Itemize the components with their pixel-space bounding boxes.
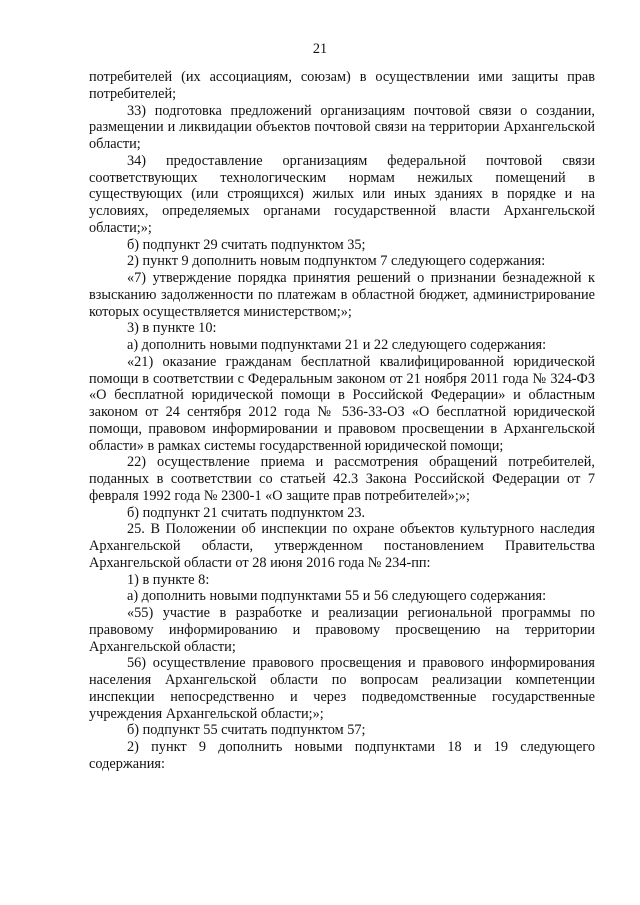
paragraph: а) дополнить новыми подпунктами 55 и 56 следующего содержания: (127, 588, 547, 605)
paragraph: 33) подготовка предложений организациям почтовой связи о создании, размещении и ликвидации объектов почтовой связи на территории Архангельской области; (89, 102, 595, 152)
paragraph: «21) оказание гражданам бесплатной квалифицированной юридической помощи в соответствии с Федеральным законом от 21 ноября 2011 года № 324-ФЗ «О бесплатной юридической помощи в Российской Федерации» и областным законом от 24 сентября 2012 года № 536-33-ОЗ «О бесплатной юридической помощи, правовом информировании и правовом просвещении в Архангельской области» в рамках системы государственной юридической помощи; (89, 353, 595, 454)
paragraph: 1) в пункте 8: (127, 571, 210, 588)
paragraph: 25. В Положении об инспекции по охране объектов культурного наследия Архангельской области, утвержденном постановлением Правительства Архангельской области от 28 июня 2016 года № 234-пп: (89, 521, 595, 571)
paragraph: 2) пункт 9 дополнить новым подпунктом 7 следующего содержания: (127, 253, 546, 270)
paragraph: б) подпункт 29 считать подпунктом 35; (127, 236, 366, 253)
paragraph: потребителей (их ассоциациям, союзам) в осуществлении ими защиты прав потребителей; (89, 69, 595, 102)
paragraph: 34) предоставление организациям федеральной почтовой связи соответствующих технологическим нормам нежилых помещений в существующих (или строящихся) жилых или иных зданиях в порядке и на условиях, определяемых органами государственной власти Архангельской области;»; (89, 152, 595, 236)
paragraph: «7) утверждение порядка принятия решений о признании безнадежной к взысканию задолженности по платежам в областной бюджет, администрирование которых осуществляется министерством;»; (89, 270, 595, 320)
paragraph: 3) в пункте 10: (127, 320, 217, 337)
paragraph: б) подпункт 21 считать подпунктом 23. (127, 504, 366, 521)
paragraph: 56) осуществление правового просвещения и правового информирования населения Архангельской области по вопросам реализации компетенции инспекции непосредственно и через подведомственные государственные учреждения Архангельской области;»; (89, 655, 595, 722)
paragraph: «55) участие в разработке и реализации региональной программы по правовому информированию и правовому просвещению на территории Архангельской области; (89, 605, 595, 655)
paragraph: а) дополнить новыми подпунктами 21 и 22 следующего содержания: (127, 337, 547, 353)
document-body (89, 69, 595, 773)
paragraph: 2) пункт 9 дополнить новыми подпунктами 18 и 19 следующего содержания: (89, 739, 595, 772)
paragraph: 22) осуществление приема и рассмотрения обращений потребителей, поданных в соответствии со статьей 42.3 Закона Российской Федерации от 7 февраля 1992 года № 2300-1 «О защите прав потребителей»;»; (89, 454, 595, 504)
paragraph: б) подпункт 55 считать подпунктом 57; (127, 722, 366, 739)
page-number: 21 (312, 41, 328, 57)
